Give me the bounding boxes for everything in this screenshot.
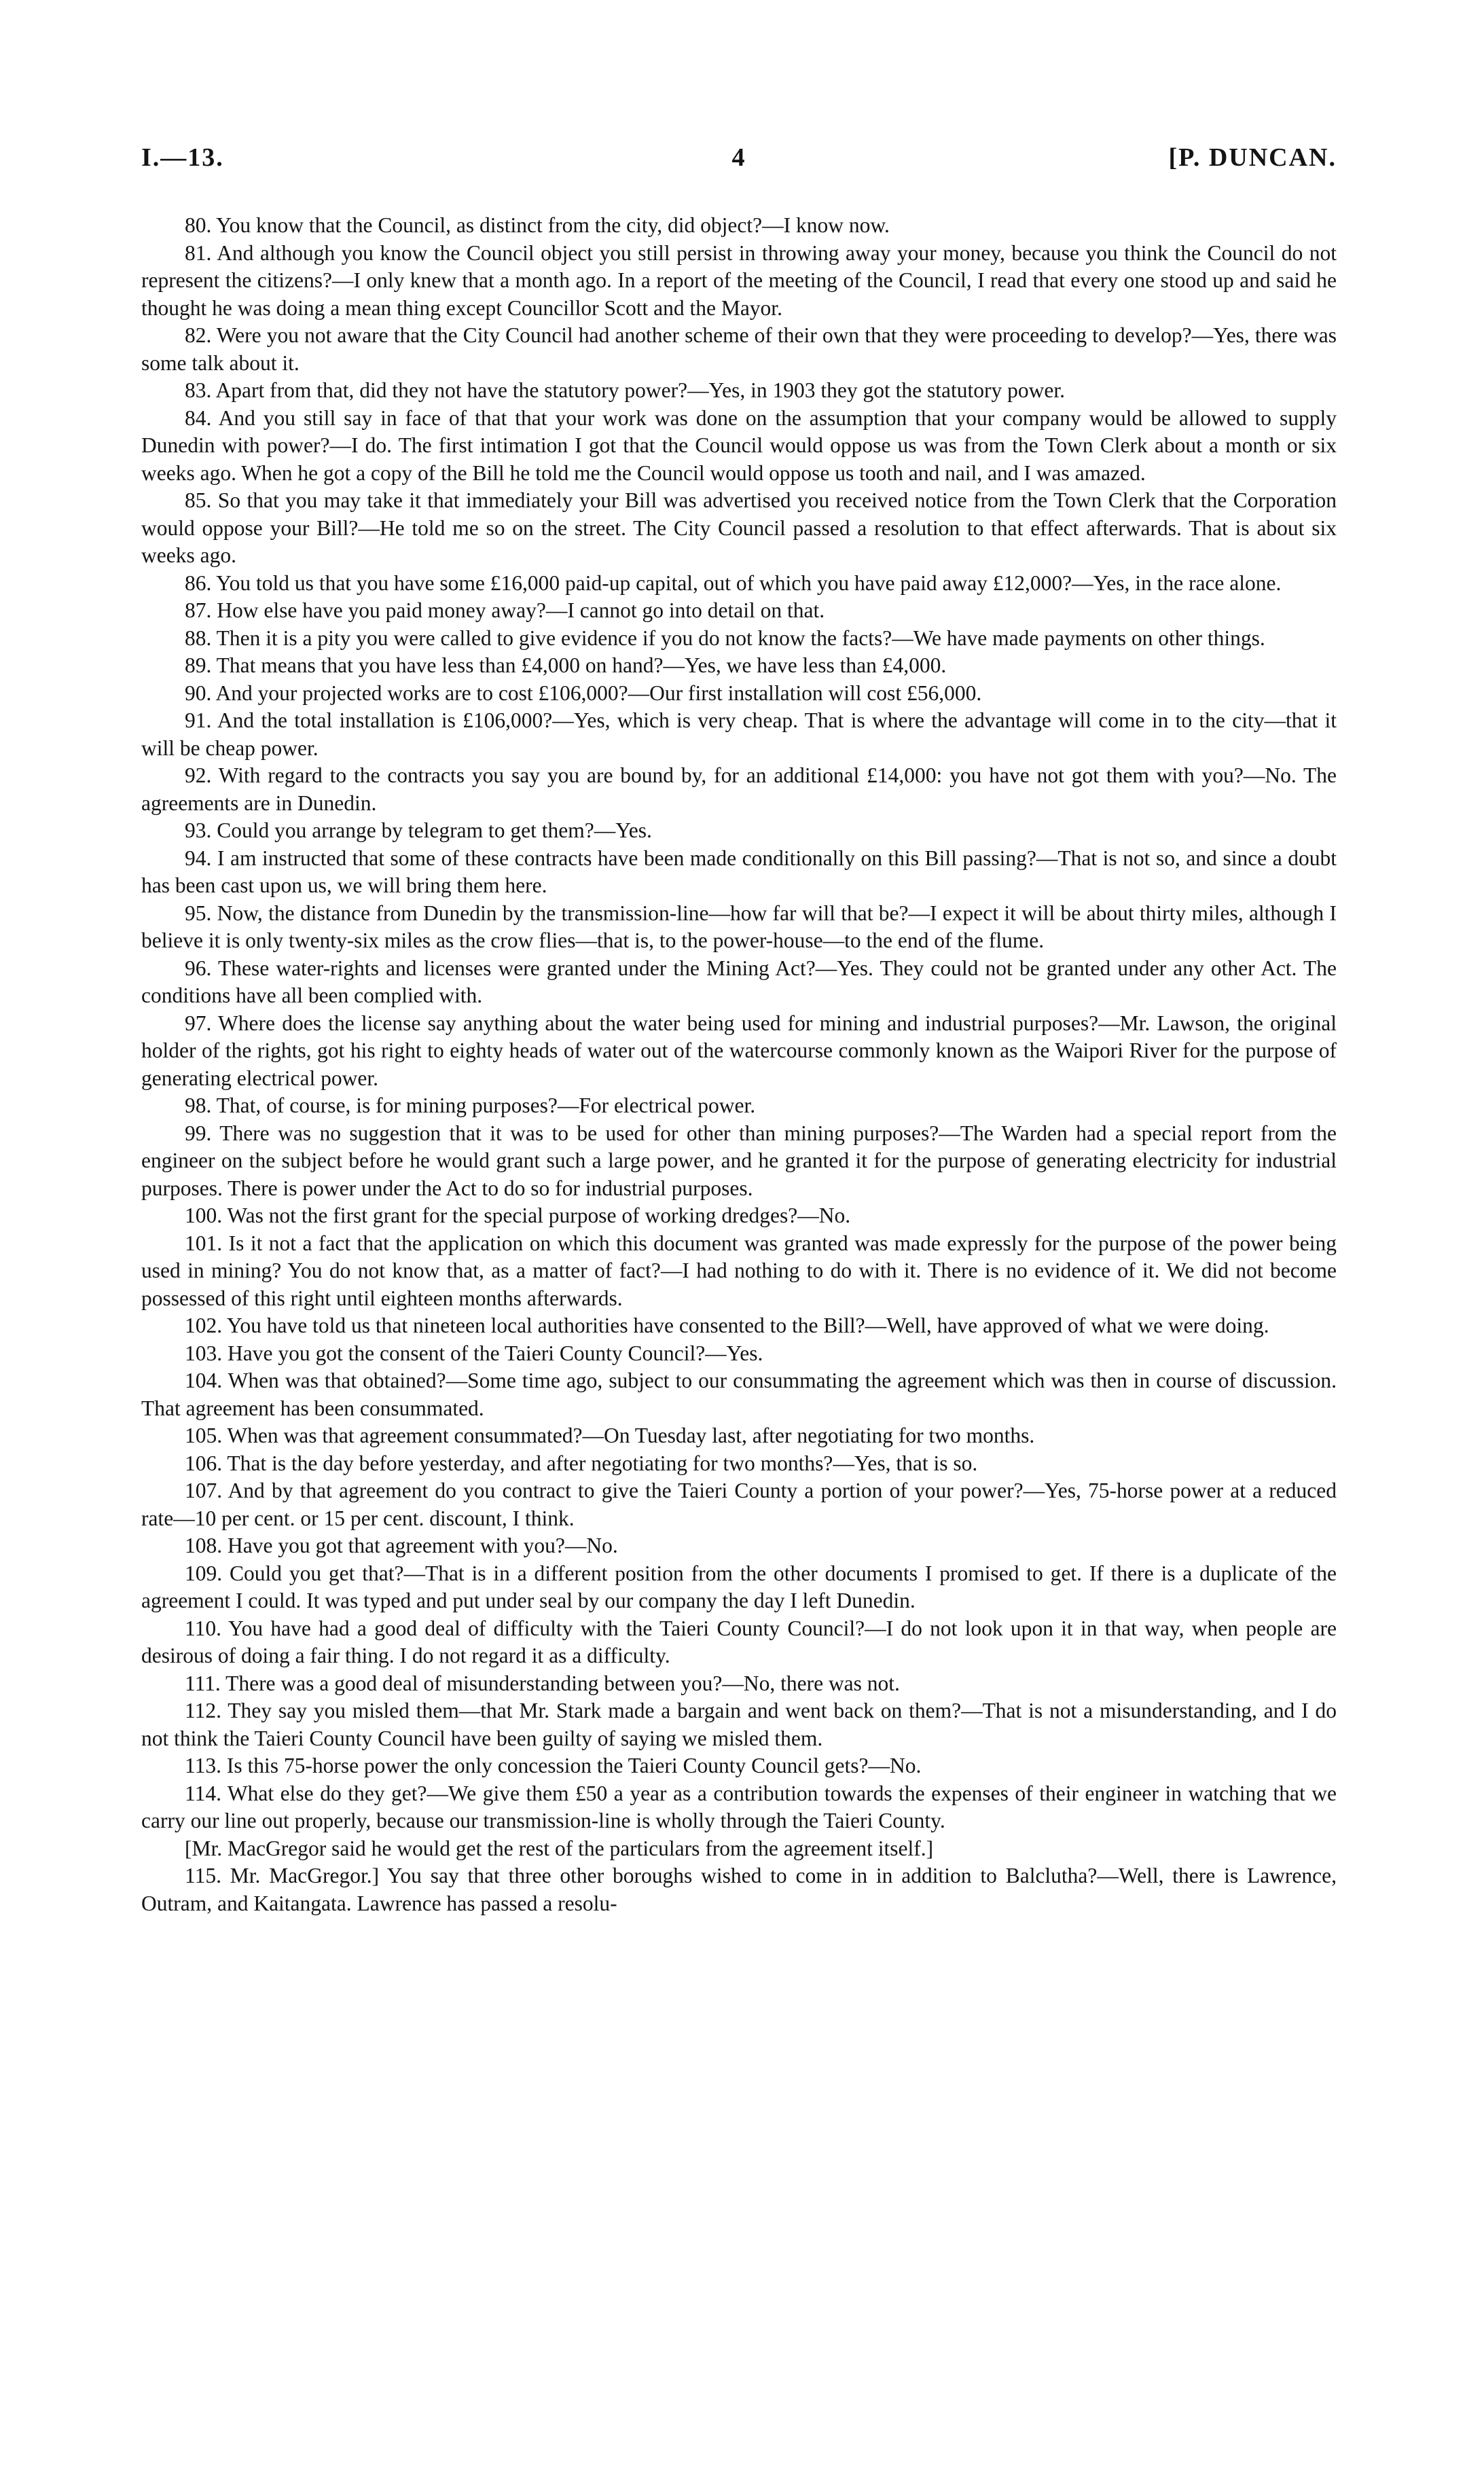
paragraph: 85. So that you may take it that immediately your Bill was advertised you received notice from the Town Clerk that the Corporation would oppose your Bill?—He told me so on the street. The City Council passed a resolution to that effect afterwards. That is about six weeks ago. xyxy=(141,488,1337,567)
paragraph: 100. Was not the first grant for the special purpose of working dredges?—No. xyxy=(185,1204,851,1227)
evidence-body xyxy=(141,212,1337,1917)
paragraph: 108. Have you got that agreement with you?—No. xyxy=(185,1534,618,1557)
paragraph: 109. Could you get that?—That is in a different position from the other documents I promised to get. If there is a duplicate of the agreement I could. It was typed and put under seal by our company the day I left Dunedin. xyxy=(141,1561,1337,1612)
page-number: 4 xyxy=(731,143,746,172)
paper-reference: I.—13. xyxy=(141,143,224,172)
paragraph: 112. They say you misled them—that Mr. Stark made a bargain and went back on them?—That is not a misunderstanding, and I do not think the Taieri County Council have been guilty of saying we misled them. xyxy=(141,1699,1337,1750)
paragraph: 89. That means that you have less than £4,000 on hand?—Yes, we have less than £4,000. xyxy=(185,653,947,677)
paragraph: 115. Mr. MacGregor.] You say that three other boroughs wished to come in in addition to Balclutha?—Well, there is Lawrence, Outram, and Kaitangata. Lawrence has passed a resolu- xyxy=(141,1864,1337,1915)
paragraph: 99. There was no suggestion that it was to be used for other than mining purposes?—The Warden had a special report from the engineer on the subject before he would grant such a large power, and he granted it for the purpose of generating electricity for industrial purposes. There is power under the Act to do so for industrial purposes. xyxy=(141,1121,1337,1200)
paragraph: 98. That, of course, is for mining purposes?—For electrical power. xyxy=(185,1093,756,1117)
paragraph: 81. And although you know the Council object you still persist in throwing away your money, because you think the Council do not represent the citizens?—I only knew that a month ago. In a report of the meeting of the Council, I read that every one stood up and said he thought he was doing a mean thing except Councillor Scott and the Mayor. xyxy=(141,240,1337,320)
paragraph: 114. What else do they get?—We give them £50 a year as a contribution towards the expenses of their engineer in watching that we carry our line out properly, because our transmission-line is wholly through the Taieri County. xyxy=(141,1781,1337,1832)
paragraph: 97. Where does the license say anything about the water being used for mining and industrial purposes?—Mr. Lawson, the original holder of the rights, got his right to eighty heads of water out of the watercourse commonly known as the Waipori River for the purpose of generating electrical power. xyxy=(141,1011,1337,1090)
paragraph: [Mr. MacGregor said he would get the rest of the particulars from the agreement itself.] xyxy=(185,1836,934,1860)
paragraph: 105. When was that agreement consummated?—On Tuesday last, after negotiating for two months. xyxy=(185,1424,1035,1447)
paragraph: 113. Is this 75-horse power the only concession the Taieri County Council gets?—No. xyxy=(185,1754,922,1777)
paragraph: 92. With regard to the contracts you say you are bound by, for an additional £14,000: you have not got them with you?—No. The agreements are in Dunedin. xyxy=(141,763,1337,815)
witness-name: [P. DUNCAN. xyxy=(1168,143,1337,172)
paragraph: 84. And you still say in face of that that your work was done on the assumption that your company would be allowed to supply Dunedin with power?—I do. The first intimation I got that the Council would oppose us was from the Town Clerk about a month or six weeks ago. When he got a copy of the Bill he told me the Council would oppose us tooth and nail, and I was amazed. xyxy=(141,405,1337,485)
paragraph: 103. Have you got the consent of the Taieri County Council?—Yes. xyxy=(185,1341,763,1365)
paragraph: 83. Apart from that, did they not have the statutory power?—Yes, in 1903 they got the statutory power. xyxy=(185,378,1065,402)
paragraph: 95. Now, the distance from Dunedin by the transmission-line—how far will that be?—I expect it will be about thirty miles, although I believe it is only twenty-six miles as the crow flies—that is, to the power-house—to the end of the flume. xyxy=(141,901,1337,952)
paragraph: 87. How else have you paid money away?—I cannot go into detail on that. xyxy=(185,598,825,622)
page-header xyxy=(141,143,1337,183)
paragraph: 91. And the total installation is £106,000?—Yes, which is very cheap. That is where the advantage will come in to the city—that it will be cheap power. xyxy=(141,708,1337,760)
paragraph: 88. Then it is a pity you were called to give evidence if you do not know the facts?—We have made payments on other things. xyxy=(185,626,1265,650)
paragraph: 93. Could you arrange by telegram to get them?—Yes. xyxy=(185,818,652,842)
paragraph: 86. You told us that you have some £16,000 paid-up capital, out of which you have paid away £12,000?—Yes, in the race alone. xyxy=(185,571,1282,595)
paragraph: 82. Were you not aware that the City Council had another scheme of their own that they were proceeding to develop?—Yes, there was some talk about it. xyxy=(141,323,1337,375)
paragraph: 102. You have told us that nineteen local authorities have consented to the Bill?—Well, have approved of what we were doing. xyxy=(185,1314,1269,1337)
paragraph: 101. Is it not a fact that the application on which this document was granted was made expressly for the purpose of the power being used in mining? You do not know that, as a matter of fact?—I had nothing to do with it. There is no evidence of it. We did not become possessed of this right until eighteen months afterwards. xyxy=(141,1231,1337,1310)
paragraph: 111. There was a good deal of misunderstanding between you?—No, there was not. xyxy=(185,1671,900,1695)
paragraph: 107. And by that agreement do you contract to give the Taieri County a portion of your power?—Yes, 75-horse power at a reduced rate—10 per cent. or 15 per cent. discount, I think. xyxy=(141,1479,1337,1530)
paragraph: 80. You know that the Council, as distinct from the city, did object?—I know now. xyxy=(185,213,890,237)
paragraph: 110. You have had a good deal of difficulty with the Taieri County Council?—I do not look upon it in that way, when people are desirous of doing a fair thing. I do not regard it as a difficulty. xyxy=(141,1616,1337,1667)
paragraph: 90. And your projected works are to cost £106,000?—Our first installation will cost £56,000. xyxy=(185,681,982,705)
paragraph: 94. I am instructed that some of these contracts have been made conditionally on this Bill passing?—That is not so, and since a doubt has been cast upon us, we will bring them here. xyxy=(141,846,1337,897)
paragraph: 104. When was that obtained?—Some time ago, subject to our consummating the agreement which was then in course of discussion. That agreement has been consummated. xyxy=(141,1369,1337,1420)
paragraph: 106. That is the day before yesterday, and after negotiating for two months?—Yes, that is so. xyxy=(185,1451,978,1475)
paragraph: 96. These water-rights and licenses were granted under the Mining Act?—Yes. They could not be granted under any other Act. The conditions have all been complied with. xyxy=(141,956,1337,1007)
